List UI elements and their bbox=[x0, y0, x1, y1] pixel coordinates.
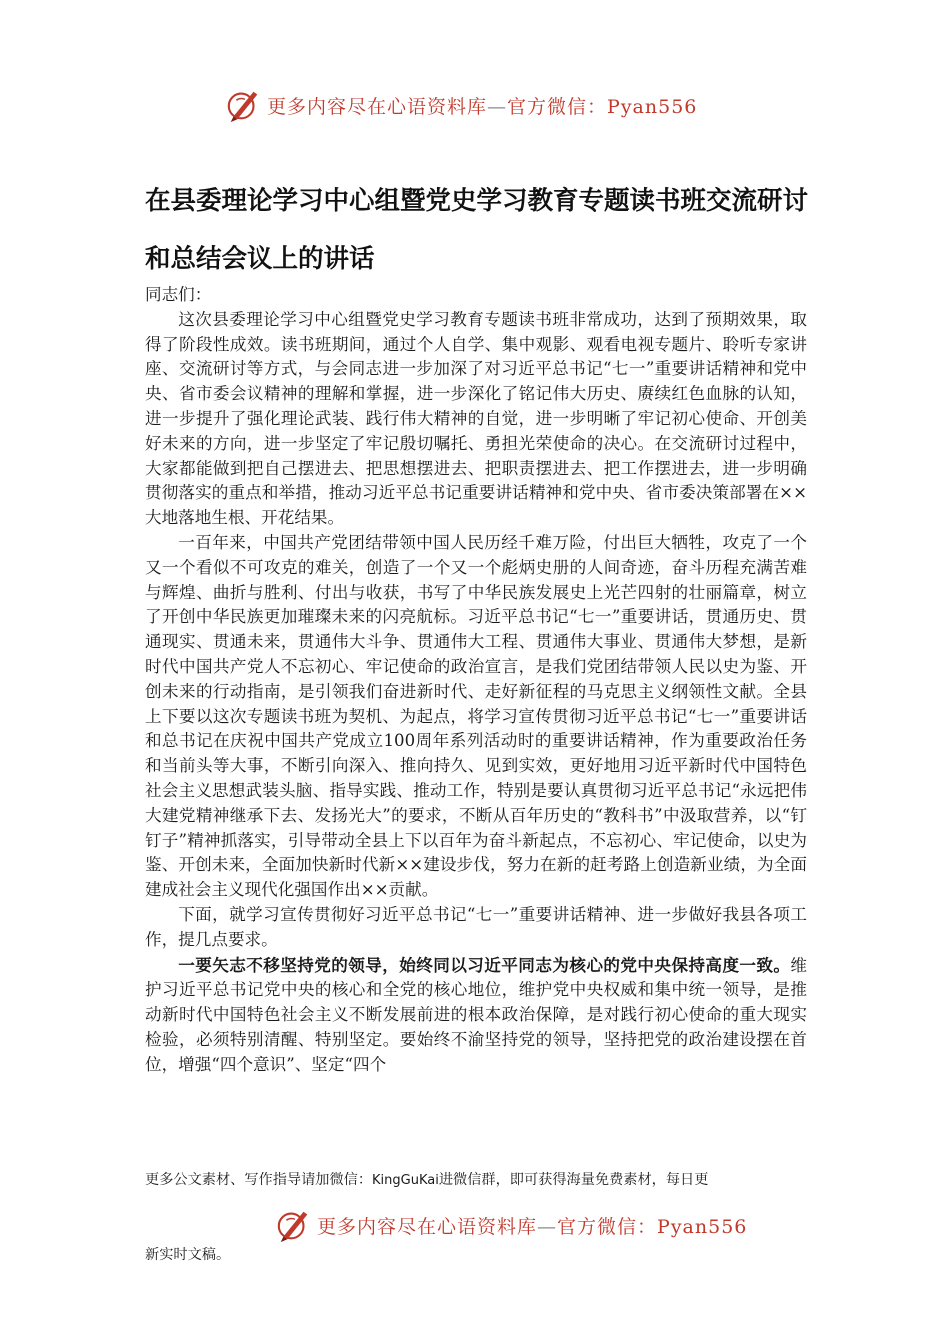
document-title: 在县委理论学习中心组暨党史学习教育专题读书班交流研讨和总结会议上的讲话 bbox=[145, 186, 809, 274]
fountain-pen-logo-icon bbox=[275, 1206, 313, 1244]
footer-promo-line: 更多公文素材、写作指导请加微信：KingGuKai进微信群，即可获得海量免费素材，每日更 bbox=[145, 1172, 709, 1188]
paragraph-2: 一百年来，中国共产党团结带领中国人民历经千难万险，付出巨大牺牲，攻克了一个又一个看似不可攻克的难关，创造了一个又一个彪炳史册的人间奇迹，奋斗历程充满苦难与辉煌、曲折与胜利、付出与收获，书写了中华民族发展史上光芒四射的壮丽篇章，树立了开创中华民族更加璀璨未来的闪亮航标。习近平总书记“七一”重要讲话，贯通历史、贯通现实、贯通未来，贯通伟大斗争、贯通伟大工程、贯通伟大事业、贯通伟大梦想，是新时代中国共产党人不忘初心、牢记使命的政治宣言，是我们党团结带领人民以史为鉴、开创未来的行动指南，是引领我们奋进新时代、走好新征程的马克思主义纲领性文献。全县上下要以这次专题读书班为契机、为起点，将学习宣传贯彻习近平总书记“七一”重要讲话和总书记在庆祝中国共产党成立100周年系列活动时的重要讲话精神，作为重要政治任务和当前头等大事，不断引向深入、推向持久、见到实效，更好地用习近平新时代中国特色社会主义思想武装头脑、指导实践、推动工作，特别是要认真贯彻习近平总书记“永远把伟大建党精神继承下去、发扬光大”的要求，不断从百年历史的“教科书”中汲取营养，以“钉钉子”精神抓落实，引导带动全县上下以百年为奋斗新起点，不忘初心、牢记使命，以史为鉴、开创未来，全面加快新时代新××建设步伐，努力在新的赶考路上创造新业绩，为全面建成社会主义现代化强国作出××贡献。 bbox=[145, 532, 807, 900]
point-one-text: 维护习近平总书记党中央的核心和全党的核心地位，维护党中央权威和集中统一领导，是推动新时代中国特色社会主义不断发展前进的根本政治保障，是对践行初心使命的重大现实检验，必须特别清醒、特别坚定。要始终不渝坚持党的领导，坚持把党的政治建设摆在首位，增强“四个意识”、坚定“四个 bbox=[145, 955, 807, 1074]
footer-promo-continuation: 新实时文稿。 bbox=[145, 1247, 231, 1263]
footer-wechat-id: KingGuKai bbox=[372, 1173, 439, 1188]
footer-brand-watermark bbox=[275, 1206, 747, 1244]
header-brand-watermark bbox=[225, 86, 697, 124]
document-body bbox=[145, 283, 807, 1078]
point-one-heading: 一要矢志不移坚持党的领导，始终同以习近平同志为核心的党中央保持高度一致。 bbox=[178, 954, 791, 975]
paragraph-1: 这次县委理论学习中心组暨党史学习教育专题读书班非常成功，达到了预期效果，取得了阶段性成效。读书班期间，通过个人自学、集中观影、观看电视专题片、聆听专家讲座、交流研讨等方式，与会同志进一步加深了对习近平总书记“七一”重要讲话精神和党中央、省市委会议精神的理解和掌握，进一步深化了铭记伟大历史、赓续红色血脉的认知，进一步提升了强化理论武装、践行伟大精神的自觉，进一步明晰了牢记初心使命、开创美好未来的方向，进一步坚定了牢记殷切嘱托、勇担光荣使命的决心。在交流研讨过程中，大家都能做到把自己摆进去、把思想摆进去、把职责摆进去、把工作摆进去，进一步明确贯彻落实的重点和举措，推动习近平总书记重要讲话精神和党中央、省市委决策部署在××大地落地生根、开花结果。 bbox=[145, 309, 807, 528]
paragraph-4 bbox=[145, 953, 807, 1078]
brand-slogan-text: 更多内容尽在心语资料库—官方微信：Pyan556 bbox=[267, 95, 698, 118]
paragraph-3: 下面，就学习宣传贯彻好习近平总书记“七一”重要讲话精神、进一步做好我县各项工作，提几点要求。 bbox=[145, 904, 807, 949]
brand-slogan-text: 更多内容尽在心语资料库—官方微信：Pyan556 bbox=[317, 1215, 748, 1238]
fountain-pen-logo-icon bbox=[225, 86, 263, 124]
salutation: 同志们： bbox=[145, 285, 212, 304]
